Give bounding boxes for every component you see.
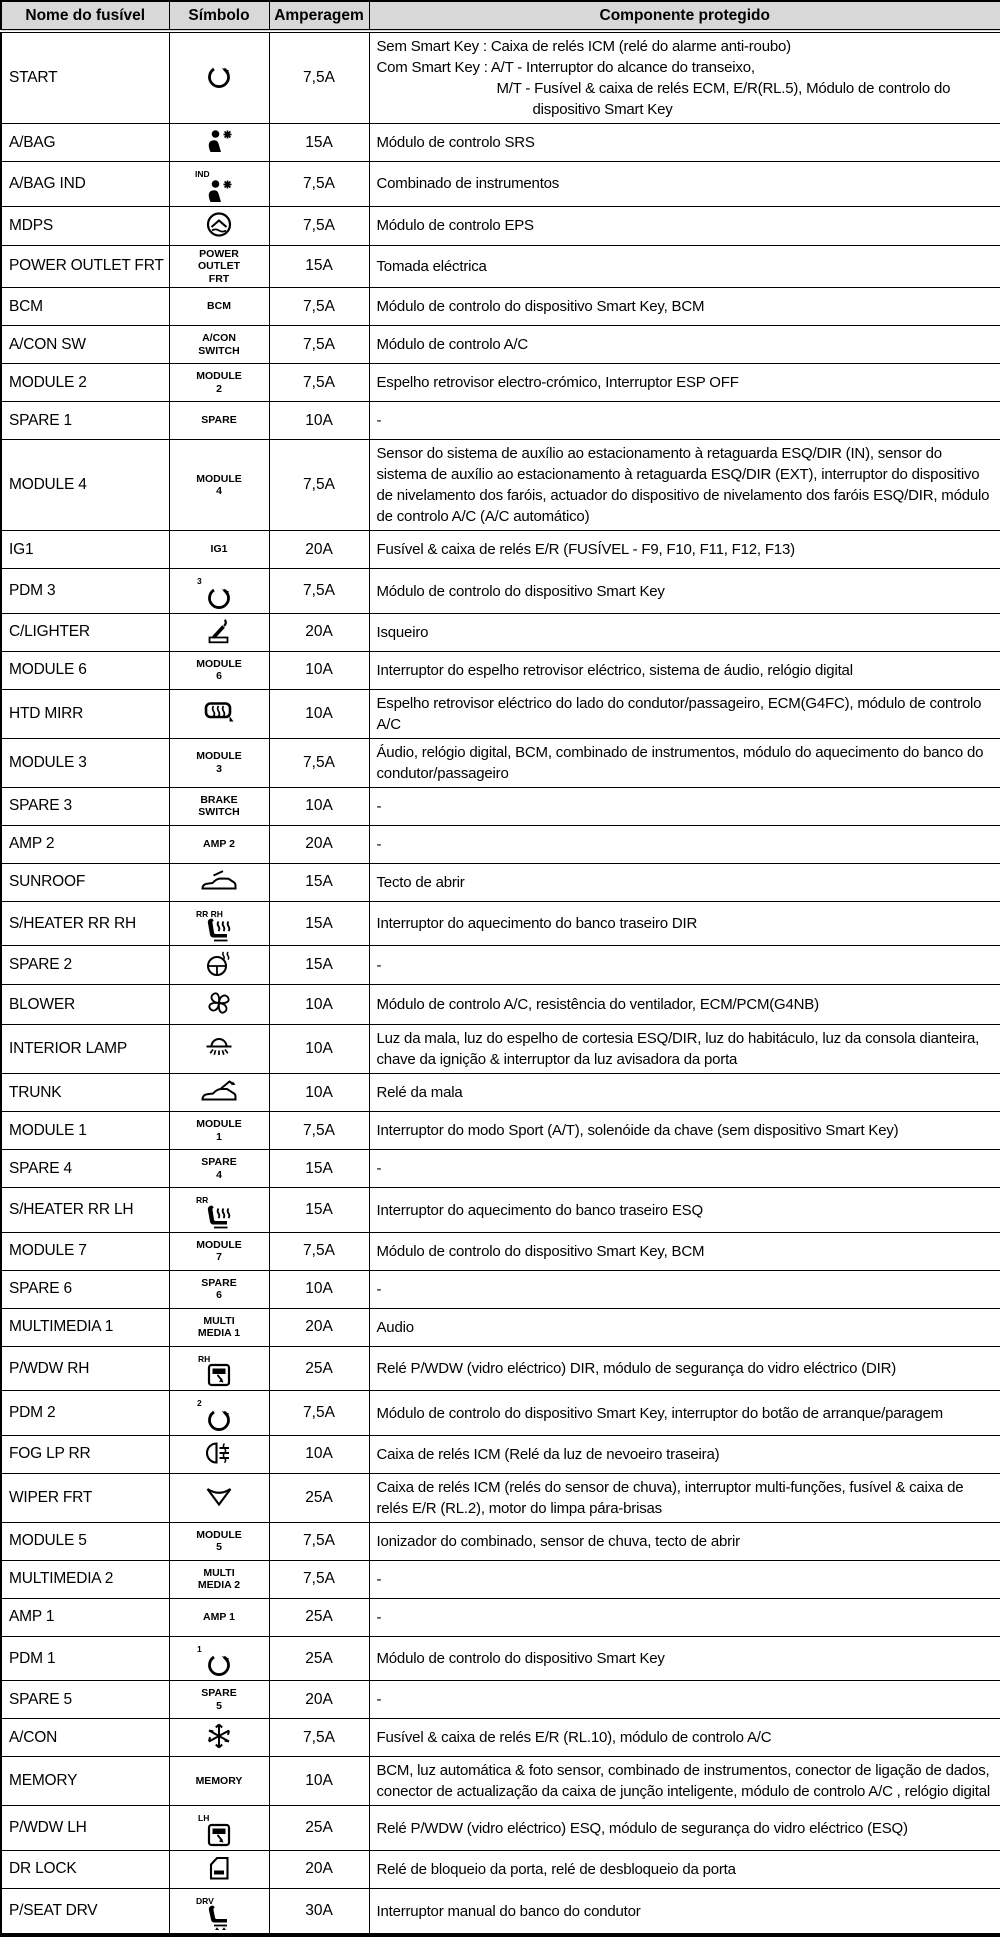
symbol-text-label: MODULE 7 <box>196 1238 242 1264</box>
fuse-name-cell: AMP 1 <box>1 1598 169 1636</box>
power-window-icon <box>198 1353 232 1389</box>
component-cell: Módulo de controlo SRS <box>369 124 1000 162</box>
amperage-cell: 10A <box>269 1025 369 1074</box>
amperage-cell: 15A <box>269 863 369 901</box>
component-cell: Sensor do sistema de auxílio ao estacionamento à retaguarda ESQ/DIR (IN), sensor do sistema de auxílio ao estacionamento à retaguarda ESQ/DIR (EXT), interruptor do dispositivo de nivelamento dos faróis, actuador do dispositivo de nivelamento dos faróis ESQ/DIR, módulo de controlo A/C (A/C automático) <box>369 440 1000 531</box>
table-row <box>1 1025 1000 1074</box>
amperage-cell: 15A <box>269 901 369 946</box>
ignition-icon <box>205 62 233 90</box>
symbol-cell <box>169 1308 269 1346</box>
table-row <box>1 1598 1000 1636</box>
component-cell: Tomada eléctrica <box>369 245 1000 288</box>
symbol-text-label: AMP 1 <box>203 1610 235 1623</box>
table-row <box>1 440 1000 531</box>
component-cell: - <box>369 1560 1000 1598</box>
amperage-cell: 25A <box>269 1346 369 1391</box>
amperage-cell: 7,5A <box>269 288 369 326</box>
heated-steering-icon <box>205 948 233 977</box>
fuse-name-cell: MODULE 6 <box>1 651 169 689</box>
snowflake-icon <box>206 1721 232 1749</box>
component-cell: Caixa de relés ICM (relés do sensor de chuva), interruptor multi-funções, fusível & caixa de relés E/R (RL.2), motor do limpa pára-brisas <box>369 1473 1000 1522</box>
symbol-cell <box>169 1473 269 1522</box>
symbol-text-label: IG1 <box>210 543 228 556</box>
table-row <box>1 613 1000 651</box>
fuse-name-cell: MULTIMEDIA 1 <box>1 1308 169 1346</box>
symbol-cell <box>169 1074 269 1112</box>
fuse-name-cell: START <box>1 31 169 124</box>
fuse-name-cell: SUNROOF <box>1 863 169 901</box>
symbol-cell <box>169 31 269 124</box>
table-row <box>1 1719 1000 1757</box>
amperage-cell: 10A <box>269 651 369 689</box>
symbol-cell <box>169 689 269 738</box>
fuse-name-cell: A/CON <box>1 1719 169 1757</box>
amperage-cell: 20A <box>269 1850 369 1888</box>
symbol-cell <box>169 1522 269 1560</box>
airbag-icon <box>203 126 235 154</box>
amperage-cell: 7,5A <box>269 206 369 245</box>
table-row <box>1 1636 1000 1681</box>
table-row <box>1 1435 1000 1473</box>
ignition-icon <box>197 1643 233 1679</box>
fuse-name-cell: MODULE 7 <box>1 1232 169 1270</box>
table-row <box>1 1473 1000 1522</box>
interior-lamp-icon <box>203 1033 235 1061</box>
amperage-cell: 25A <box>269 1636 369 1681</box>
fuse-name-cell: SPARE 6 <box>1 1270 169 1308</box>
component-cell: Isqueiro <box>369 613 1000 651</box>
symbol-text-label: MODULE 5 <box>196 1528 242 1554</box>
symbol-text-label: MULTI MEDIA 2 <box>197 1566 241 1592</box>
table-row <box>1 1391 1000 1436</box>
table-row <box>1 124 1000 162</box>
symbol-cell <box>169 245 269 288</box>
symbol-cell <box>169 1232 269 1270</box>
table-row <box>1 863 1000 901</box>
table-row <box>1 1757 1000 1806</box>
amperage-cell: 7,5A <box>269 162 369 207</box>
table-row <box>1 1150 1000 1188</box>
amperage-cell: 10A <box>269 985 369 1025</box>
symbol-text-label: BRAKE SWITCH <box>198 793 240 819</box>
symbol-text-label: SPARE 4 <box>201 1156 237 1181</box>
seat-heater-icon <box>196 1194 234 1230</box>
symbol-cell <box>169 1435 269 1473</box>
symbol-text-label: BCM <box>207 300 231 313</box>
fuse-name-cell: POWER OUTLET FRT <box>1 245 169 288</box>
symbol-cell <box>169 738 269 787</box>
fuse-name-cell: INTERIOR LAMP <box>1 1025 169 1074</box>
symbol-cell <box>169 1346 269 1391</box>
amperage-cell: 15A <box>269 245 369 288</box>
amperage-cell: 7,5A <box>269 1232 369 1270</box>
symbol-cell <box>169 1112 269 1150</box>
symbol-text-label: SPARE 6 <box>201 1276 237 1302</box>
component-cell: Interruptor do espelho retrovisor eléctrico, sistema de áudio, relógio digital <box>369 651 1000 689</box>
fuse-name-cell: PDM 3 <box>1 569 169 614</box>
amperage-cell: 10A <box>269 787 369 825</box>
symbol-text-label: MULTI MEDIA 1 <box>197 1314 241 1340</box>
component-cell: Relé de bloqueio da porta, relé de desbloqueio da porta <box>369 1850 1000 1888</box>
amperage-cell: 10A <box>269 1074 369 1112</box>
symbol-sup-label: IND <box>195 169 210 179</box>
component-cell: Ionizador do combinado, sensor de chuva, tecto de abrir <box>369 1522 1000 1560</box>
component-cell: - <box>369 946 1000 985</box>
component-cell: BCM, luz automática & foto sensor, combinado de instrumentos, conector de ligação de dados, conector de actualização da caixa de junção inteligente, módulo de controlo A/C , relógio digital <box>369 1757 1000 1806</box>
component-cell: Módulo de controlo do dispositivo Smart Key <box>369 1636 1000 1681</box>
fuse-name-cell: PDM 2 <box>1 1391 169 1436</box>
fuse-name-cell: HTD MIRR <box>1 689 169 738</box>
symbol-cell <box>169 985 269 1025</box>
component-cell: - <box>369 1270 1000 1308</box>
power-window-icon <box>198 1812 232 1848</box>
symbol-text-label: MODULE 6 <box>196 657 242 683</box>
fuse-name-cell: SPARE 1 <box>1 402 169 440</box>
cigarette-lighter-icon <box>204 616 234 644</box>
table-row <box>1 985 1000 1025</box>
symbol-cell <box>169 1636 269 1681</box>
fuse-name-cell: PDM 1 <box>1 1636 169 1681</box>
col-header-component: Componente protegido <box>369 1 1000 31</box>
symbol-sup-label: RH <box>198 1353 211 1364</box>
symbol-cell <box>169 364 269 402</box>
symbol-text-label: AMP 2 <box>203 837 235 850</box>
amperage-cell: 20A <box>269 1681 369 1719</box>
symbol-cell <box>169 1188 269 1233</box>
symbol-cell <box>169 124 269 162</box>
symbol-cell <box>169 901 269 946</box>
component-line: Sem Smart Key : Caixa de relés ICM (relé do alarme anti-roubo) <box>376 38 791 55</box>
symbol-cell <box>169 206 269 245</box>
amperage-cell: 7,5A <box>269 1391 369 1436</box>
component-cell <box>369 31 1000 124</box>
table-row <box>1 1346 1000 1391</box>
symbol-cell <box>169 162 269 207</box>
symbol-sup-label: 3 <box>197 576 202 587</box>
table-row <box>1 206 1000 245</box>
amperage-cell: 7,5A <box>269 569 369 614</box>
fuse-name-cell: MODULE 5 <box>1 1522 169 1560</box>
component-cell: Tecto de abrir <box>369 863 1000 901</box>
fuse-name-cell: IG1 <box>1 531 169 569</box>
amperage-cell: 7,5A <box>269 440 369 531</box>
symbol-cell <box>169 1598 269 1636</box>
component-cell: Módulo de controlo do dispositivo Smart Key, interruptor do botão de arranque/paragem <box>369 1391 1000 1436</box>
symbol-cell <box>169 1391 269 1436</box>
symbol-cell <box>169 613 269 651</box>
table-row <box>1 245 1000 288</box>
table-row <box>1 1112 1000 1150</box>
component-line: Com Smart Key : A/T - Interruptor do alcance do transeixo, <box>376 59 755 76</box>
table-row <box>1 531 1000 569</box>
symbol-cell <box>169 946 269 985</box>
symbol-text-label: A/CON SWITCH <box>198 332 240 357</box>
symbol-sup-label: 2 <box>197 1398 202 1409</box>
fuse-name-cell: SPARE 2 <box>1 946 169 985</box>
symbol-cell <box>169 825 269 863</box>
component-cell: Fusível & caixa de relés E/R (FUSÍVEL - F9, F10, F11, F12, F13) <box>369 531 1000 569</box>
component-cell: Módulo de controlo do dispositivo Smart Key <box>369 569 1000 614</box>
amperage-cell: 7,5A <box>269 1560 369 1598</box>
fuse-name-cell: WIPER FRT <box>1 1473 169 1522</box>
amperage-cell: 10A <box>269 1435 369 1473</box>
amperage-cell: 20A <box>269 613 369 651</box>
component-cell: Módulo de controlo do dispositivo Smart Key, BCM <box>369 288 1000 326</box>
fuse-name-cell: A/BAG <box>1 124 169 162</box>
amperage-cell: 20A <box>269 1308 369 1346</box>
fuse-name-cell: SPARE 4 <box>1 1150 169 1188</box>
component-cell: Interruptor do aquecimento do banco traseiro ESQ <box>369 1188 1000 1233</box>
symbol-cell <box>169 1850 269 1888</box>
fuse-name-cell: S/HEATER RR LH <box>1 1188 169 1233</box>
amperage-cell: 15A <box>269 1150 369 1188</box>
fuse-name-cell: TRUNK <box>1 1074 169 1112</box>
table-row <box>1 1681 1000 1719</box>
symbol-text-label: MEMORY <box>195 1774 243 1787</box>
table-row <box>1 901 1000 946</box>
symbol-cell <box>169 531 269 569</box>
fuse-name-cell: P/WDW RH <box>1 1346 169 1391</box>
fuse-name-cell: P/WDW LH <box>1 1806 169 1851</box>
col-header-symbol: Símbolo <box>169 1 269 31</box>
steering-eps-icon <box>205 209 233 238</box>
sunroof-icon <box>200 867 238 893</box>
table-row <box>1 326 1000 364</box>
amperage-cell: 10A <box>269 1757 369 1806</box>
amperage-cell: 25A <box>269 1598 369 1636</box>
table-row <box>1 946 1000 985</box>
component-line: dispositivo Smart Key <box>532 101 673 118</box>
symbol-sup-label: RR RH <box>196 908 223 919</box>
symbol-cell <box>169 1806 269 1851</box>
component-cell: - <box>369 402 1000 440</box>
table-row <box>1 1270 1000 1308</box>
symbol-cell <box>169 1719 269 1757</box>
amperage-cell: 10A <box>269 1270 369 1308</box>
table-row <box>1 825 1000 863</box>
table-row <box>1 787 1000 825</box>
component-cell: Módulo de controlo EPS <box>369 206 1000 245</box>
table-row <box>1 1074 1000 1112</box>
table-row <box>1 364 1000 402</box>
fuse-name-cell: MEMORY <box>1 1757 169 1806</box>
amperage-cell: 7,5A <box>269 31 369 124</box>
component-cell: - <box>369 1150 1000 1188</box>
fuse-name-cell: MODULE 2 <box>1 364 169 402</box>
fuse-name-cell: SPARE 5 <box>1 1681 169 1719</box>
symbol-text-label: POWER OUTLET FRT <box>198 247 240 285</box>
symbol-text-label: MODULE 3 <box>196 750 242 775</box>
component-cell: - <box>369 825 1000 863</box>
component-cell: - <box>369 1598 1000 1636</box>
symbol-text-label: MODULE 1 <box>196 1118 242 1143</box>
component-cell: Módulo de controlo A/C <box>369 326 1000 364</box>
component-cell: Módulo de controlo do dispositivo Smart Key, BCM <box>369 1232 1000 1270</box>
col-header-amperage: Amperagem <box>269 1 369 31</box>
amperage-cell: 10A <box>269 689 369 738</box>
fuse-name-cell: DR LOCK <box>1 1850 169 1888</box>
fuse-table-body <box>1 31 1000 1935</box>
table-row <box>1 1188 1000 1233</box>
component-cell: Espelho retrovisor eléctrico do lado do condutor/passageiro, ECM(G4FC), módulo de controlo A/C <box>369 689 1000 738</box>
symbol-sup-label: LH <box>198 1813 210 1824</box>
symbol-cell <box>169 288 269 326</box>
door-lock-icon <box>204 1853 234 1881</box>
fuse-name-cell: P/SEAT DRV <box>1 1888 169 1935</box>
component-cell: Relé P/WDW (vidro eléctrico) DIR, módulo de segurança do vidro eléctrico (DIR) <box>369 1346 1000 1391</box>
table-row <box>1 288 1000 326</box>
component-cell: Relé P/WDW (vidro eléctrico) ESQ, módulo de segurança do vidro eléctrico (ESQ) <box>369 1806 1000 1851</box>
ignition-icon <box>197 1397 233 1433</box>
component-cell: Caixa de relés ICM (Relé da luz de nevoeiro traseira) <box>369 1435 1000 1473</box>
symbol-sup-label: DRV <box>196 1895 214 1906</box>
component-cell: Interruptor do modo Sport (A/T), solenóide da chave (sem dispositivo Smart Key) <box>369 1112 1000 1150</box>
symbol-cell <box>169 787 269 825</box>
fuse-name-cell: BCM <box>1 288 169 326</box>
fuse-name-cell: SPARE 3 <box>1 787 169 825</box>
symbol-cell <box>169 1270 269 1308</box>
component-cell: Fusível & caixa de relés E/R (RL.10), módulo de controlo A/C <box>369 1719 1000 1757</box>
symbol-cell <box>169 1888 269 1935</box>
component-cell: Módulo de controlo A/C, resistência do ventilador, ECM/PCM(G4NB) <box>369 985 1000 1025</box>
power-seat-icon <box>196 1895 234 1932</box>
component-cell: Interruptor do aquecimento do banco traseiro DIR <box>369 901 1000 946</box>
symbol-text-label: SPARE 5 <box>201 1687 237 1712</box>
symbol-text-label: MODULE 2 <box>196 370 242 395</box>
fuse-name-cell: MODULE 4 <box>1 440 169 531</box>
component-cell: - <box>369 1681 1000 1719</box>
amperage-cell: 10A <box>269 402 369 440</box>
symbol-cell <box>169 1560 269 1598</box>
table-row <box>1 1806 1000 1851</box>
table-row <box>1 651 1000 689</box>
symbol-text-label: SPARE <box>201 414 237 427</box>
table-row <box>1 1308 1000 1346</box>
symbol-cell <box>169 569 269 614</box>
amperage-cell: 7,5A <box>269 738 369 787</box>
fan-icon <box>205 987 233 1017</box>
fuse-name-cell: AMP 2 <box>1 825 169 863</box>
table-row <box>1 1560 1000 1598</box>
component-cell: Audio <box>369 1308 1000 1346</box>
table-row <box>1 689 1000 738</box>
table-row <box>1 402 1000 440</box>
airbag-icon <box>195 168 235 204</box>
header-row <box>1 1 1000 31</box>
symbol-cell <box>169 402 269 440</box>
trunk-open-icon <box>200 1076 238 1104</box>
component-cell: Áudio, relógio digital, BCM, combinado de instrumentos, módulo do aquecimento do banco do condutor/passageiro <box>369 738 1000 787</box>
heated-mirror-icon <box>202 697 236 725</box>
fuse-name-cell: FOG LP RR <box>1 1435 169 1473</box>
fuse-name-cell: MODULE 1 <box>1 1112 169 1150</box>
symbol-cell <box>169 440 269 531</box>
table-row <box>1 162 1000 207</box>
fuse-name-cell: C/LIGHTER <box>1 613 169 651</box>
amperage-cell: 25A <box>269 1473 369 1522</box>
amperage-cell: 30A <box>269 1888 369 1935</box>
symbol-sup-label: 1 <box>197 1643 202 1654</box>
amperage-cell: 15A <box>269 946 369 985</box>
fuse-name-cell: A/CON SW <box>1 326 169 364</box>
symbol-cell <box>169 1757 269 1806</box>
wiper-icon <box>204 1482 234 1508</box>
fuse-name-cell: BLOWER <box>1 985 169 1025</box>
component-cell: Luz da mala, luz do espelho de cortesia ESQ/DIR, luz do habitáculo, luz da consola dianteira, chave da ignição & interruptor da luz avisadora da porta <box>369 1025 1000 1074</box>
component-line: M/T - Fusível & caixa de relés ECM, E/R(RL.5), Módulo de controlo do <box>496 80 951 97</box>
col-header-fuse-name: Nome do fusível <box>1 1 169 31</box>
amperage-cell: 7,5A <box>269 364 369 402</box>
symbol-cell <box>169 326 269 364</box>
table-row <box>1 1232 1000 1270</box>
table-row <box>1 1888 1000 1935</box>
symbol-cell <box>169 1025 269 1074</box>
symbol-sup-label: RR <box>196 1195 209 1206</box>
component-cell: Combinado de instrumentos <box>369 162 1000 207</box>
component-cell: Interruptor manual do banco do condutor <box>369 1888 1000 1935</box>
component-cell: Relé da mala <box>369 1074 1000 1112</box>
symbol-cell <box>169 863 269 901</box>
component-cell: - <box>369 787 1000 825</box>
table-row <box>1 31 1000 124</box>
table-row <box>1 1850 1000 1888</box>
rear-fog-lamp-icon <box>204 1438 234 1466</box>
symbol-cell <box>169 1150 269 1188</box>
symbol-cell <box>169 1681 269 1719</box>
fuse-name-cell: MODULE 3 <box>1 738 169 787</box>
amperage-cell: 7,5A <box>269 326 369 364</box>
table-row <box>1 1522 1000 1560</box>
amperage-cell: 7,5A <box>269 1112 369 1150</box>
fuse-name-cell: MULTIMEDIA 2 <box>1 1560 169 1598</box>
amperage-cell: 20A <box>269 531 369 569</box>
fuse-name-cell: S/HEATER RR RH <box>1 901 169 946</box>
amperage-cell: 20A <box>269 825 369 863</box>
amperage-cell: 7,5A <box>269 1719 369 1757</box>
ignition-icon <box>197 575 233 611</box>
amperage-cell: 15A <box>269 124 369 162</box>
fuse-name-cell: A/BAG IND <box>1 162 169 207</box>
amperage-cell: 7,5A <box>269 1522 369 1560</box>
table-row <box>1 738 1000 787</box>
component-cell: Espelho retrovisor electro-crómico, Interruptor ESP OFF <box>369 364 1000 402</box>
fuse-name-cell: MDPS <box>1 206 169 245</box>
symbol-text-label: MODULE 4 <box>196 472 242 498</box>
seat-heater-icon <box>196 908 234 944</box>
amperage-cell: 15A <box>269 1188 369 1233</box>
table-row <box>1 569 1000 614</box>
amperage-cell: 25A <box>269 1806 369 1851</box>
symbol-cell <box>169 651 269 689</box>
